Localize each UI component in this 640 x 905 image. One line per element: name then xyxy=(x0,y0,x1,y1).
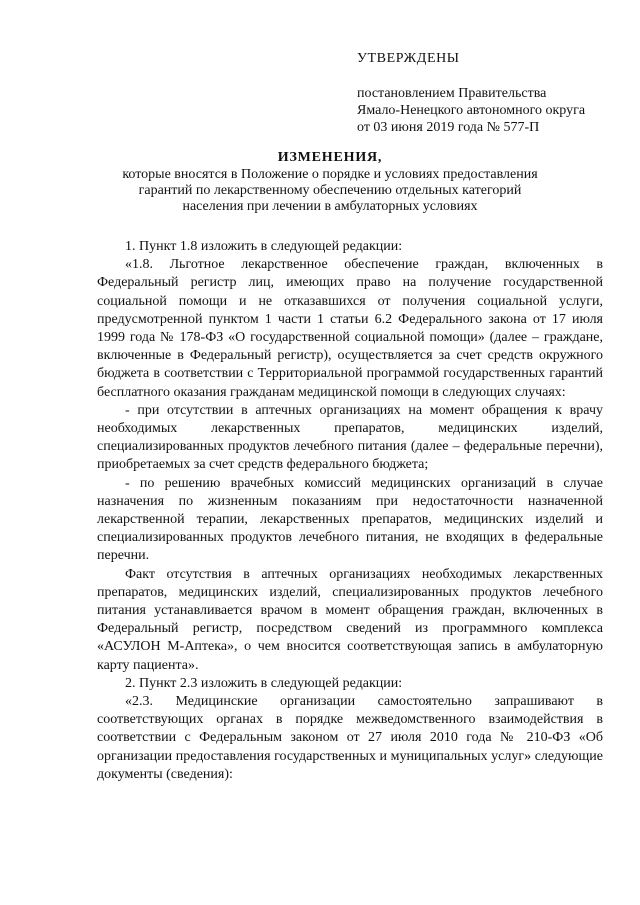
paragraph-item-1: 1. Пункт 1.8 изложить в следующей редакции: xyxy=(125,239,403,254)
paragraph-bullet-1: - при отсутствии в аптечных организациях на момент обращения к врачу необходимых лекарственных препаратов, медицинских изделий, специализированных продуктов лечебного питания (далее – федеральные перечни), приобретаемых за счет средств федерального бюджета; xyxy=(97,402,603,473)
document-heading xyxy=(100,150,560,215)
approval-stamp xyxy=(357,50,617,136)
document-body xyxy=(97,238,603,784)
paragraph-item-2: 2. Пункт 2.3 изложить в следующей редакции: xyxy=(125,675,403,691)
approval-line: Ямало-Ненецкого автономного округа xyxy=(357,103,586,118)
heading-line: гарантий по лекарственному обеспечению отдельных категорий xyxy=(138,183,522,198)
approval-line: от 03 июня 2019 года № 577-П xyxy=(357,120,540,135)
paragraph-bullet-2: - по решению врачебных комиссий медицинских организаций в случае назначения по жизненным показаниям при недостаточности назначенной лекарственной терапии, лекарственных препаратов, медицинских изделий и специализированных продуктов лечебного питания, не входящих в федеральные перечни. xyxy=(97,475,603,564)
heading-line: населения при лечении в амбулаторных условиях xyxy=(182,199,478,214)
paragraph-fact: Факт отсутствия в аптечных организациях необходимых лекарственных препаратов, медицинских изделий, специализированных продуктов лечебного питания устанавливается врачом в момент обращения граждан, включенных в Федеральный регистр, посредством сведений из программного комплекса «АСУЛОН М-Аптека», о чем вносится соответствующая запись в амбулаторную карту пациента». xyxy=(97,566,603,673)
approval-title: УТВЕРЖДЕНЫ xyxy=(357,51,460,66)
paragraph-clause-2-3: «2.3. Медицинские организации самостоятельно запрашивают в соответствующих органах в порядке межведомственного взаимодействия в соответствии с Федеральным законом от 27 июля 2010 года № 210-ФЗ «Об организации предоставления государственных и муниципальных услуг» следующие документы (сведения): xyxy=(97,694,603,782)
approval-line: постановлением Правительства xyxy=(357,86,547,101)
heading-line: которые вносятся в Положение о порядке и условиях предоставления xyxy=(122,167,538,182)
heading-title: ИЗМЕНЕНИЯ, xyxy=(277,150,383,165)
paragraph-clause-1-8: «1.8. Льготное лекарственное обеспечение граждан, включенных в Федеральный регистр лиц, имеющих право на получение государственной социальной помощи и не отказавшихся от получения социальной услуги, предусмотренной пунктом 1 части 1 статьи 6.2 Федерального закона от 17 июля 1999 года № 178-ФЗ «О государственной социальной помощи» (далее – граждане, включенные в Федеральный регистр), осуществляется за счет средств окружного бюджета в соответствии с Территориальной программой государственных гарантий бесплатного оказания гражданам медицинской помощи в следующих случаях: xyxy=(97,257,603,400)
